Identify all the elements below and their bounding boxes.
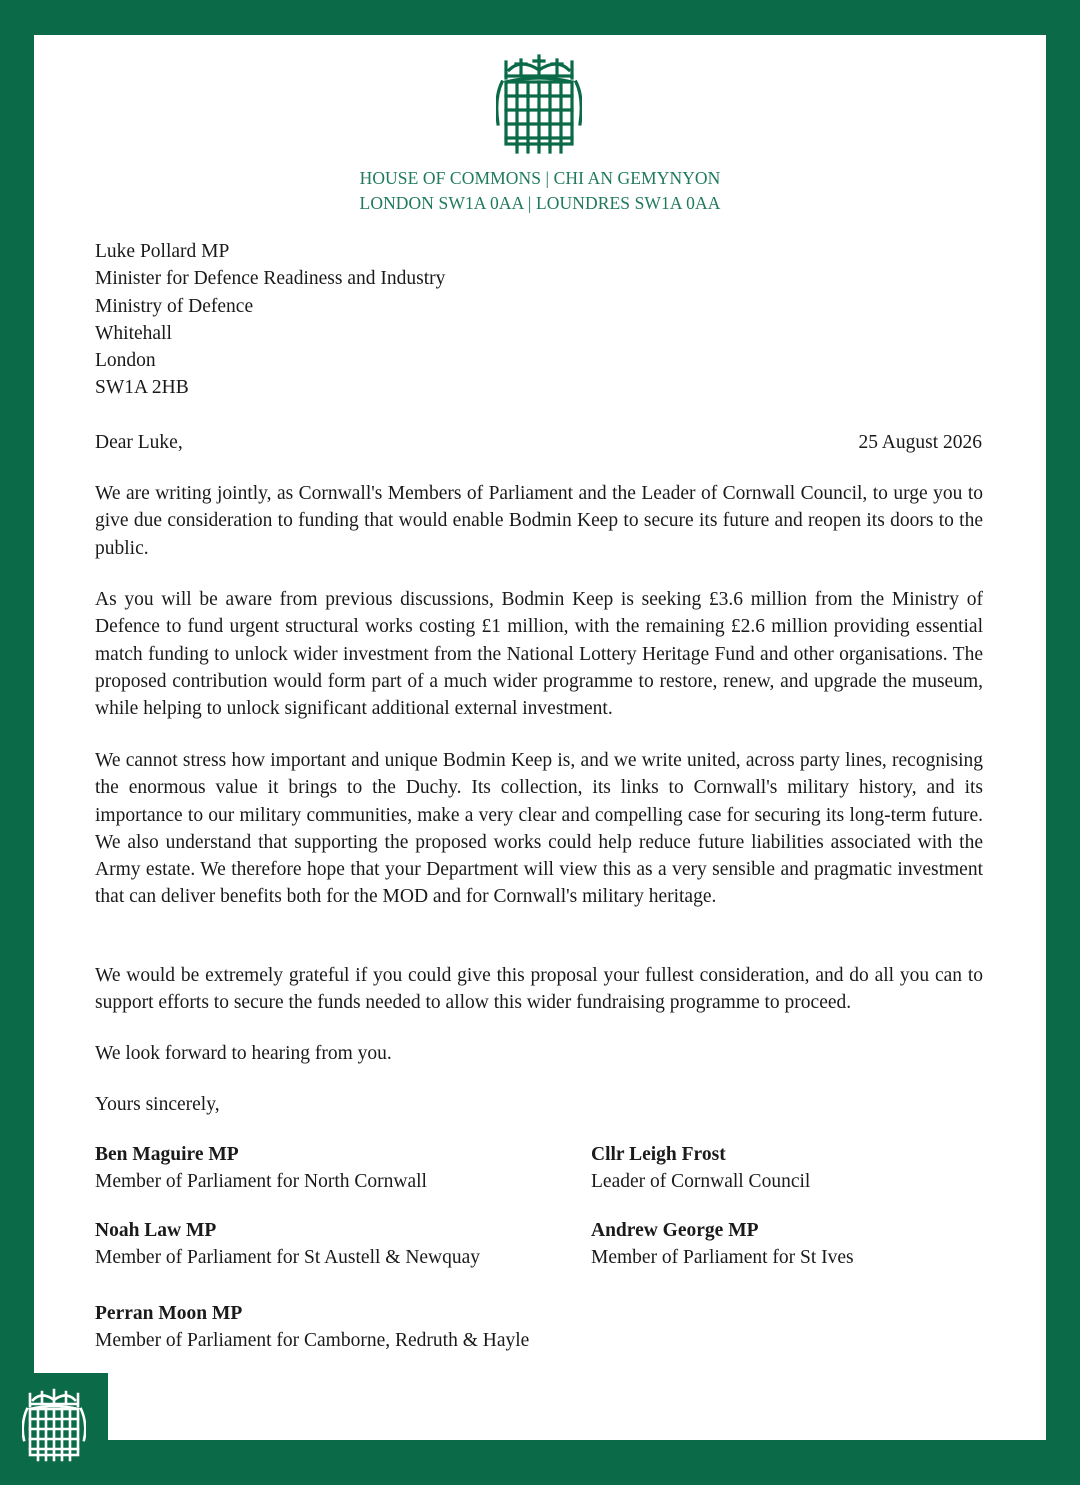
signatory-role: Member of Parliament for Camborne, Redruth & Hayle — [95, 1330, 530, 1352]
body-paragraph-5: We look forward to hearing from you. — [95, 1043, 392, 1064]
body-paragraph-3: We cannot stress how important and unique Bodmin Keep is, and we write united, across party lines, recognising the enormous value it brings to the Duchy. Its collection, its links to Cornwall's military history, and its importance to our military communities, make a very clear and compelling case for securing its long-term future. We also understand that supporting the proposed works could help reduce future liabilities associated with the Army estate. We therefore hope that your Department will view this as a very sensible and pragmatic investment that can deliver benefits both for the MOD and for Cornwall's military heritage. — [95, 750, 983, 908]
signatory — [95, 1300, 529, 1355]
recipient-city: London — [95, 350, 156, 372]
letterhead-line-1: HOUSE OF COMMONS | CHI AN GEMYNYON — [359, 168, 721, 188]
signatory — [591, 1217, 854, 1272]
salutation: Dear Luke, — [95, 432, 183, 453]
recipient-street: Whitehall — [95, 322, 172, 344]
signatory-role: Member of Parliament for North Cornwall — [95, 1171, 427, 1193]
signatory — [591, 1141, 810, 1196]
recipient-name: Luke Pollard MP — [95, 241, 230, 262]
signatory-name: Noah Law MP — [95, 1220, 217, 1241]
signatory-role: Member of Parliament for St Austell & Newquay — [95, 1247, 481, 1269]
signatory-role: Leader of Cornwall Council — [591, 1171, 811, 1193]
signatory — [95, 1217, 480, 1272]
signatory-role: Member of Parliament for St Ives — [591, 1247, 854, 1269]
portcullis-icon — [22, 1388, 86, 1464]
recipient-address — [95, 238, 445, 402]
signatory — [95, 1141, 427, 1196]
recipient-postcode: SW1A 2HB — [95, 377, 189, 399]
signatory-name: Cllr Leigh Frost — [591, 1144, 726, 1165]
body-paragraph-1: We are writing jointly, as Cornwall's Members of Parliament and the Leader of Cornwall Council, to urge you to give due consideration to funding that would enable Bodmin Keep to secure its future and reopen its doors to the public. — [95, 483, 983, 559]
portcullis-icon — [496, 54, 582, 156]
closing: Yours sincerely, — [95, 1094, 220, 1115]
letterhead-line-2: LONDON SW1A 0AA | LOUNDRES SW1A 0AA — [359, 193, 721, 213]
letter-date: 25 August 2026 — [858, 432, 982, 453]
body-paragraph-2: As you will be aware from previous discussions, Bodmin Keep is seeking £3.6 million from the Ministry of Defence to fund urgent structural works costing £1 million, with the remaining £2.6 million providing essential match funding to unlock wider investment from the National Lottery Heritage Fund and other organisations. The proposed contribution would form part of a much wider programme to restore, renew, and upgrade the museum, while helping to unlock significant additional external investment. — [95, 589, 983, 720]
signatory-name: Andrew George MP — [591, 1220, 759, 1241]
signatory-name: Perran Moon MP — [95, 1303, 243, 1324]
recipient-title: Minister for Defence Readiness and Industry — [95, 268, 446, 290]
recipient-department: Ministry of Defence — [95, 295, 254, 317]
body-paragraph-4: We would be extremely grateful if you could give this proposal your fullest consideration, and do all you can to support efforts to secure the funds needed to allow this wider fundraising programme to proceed. — [95, 965, 983, 1014]
signatory-name: Ben Maguire MP — [95, 1144, 239, 1165]
